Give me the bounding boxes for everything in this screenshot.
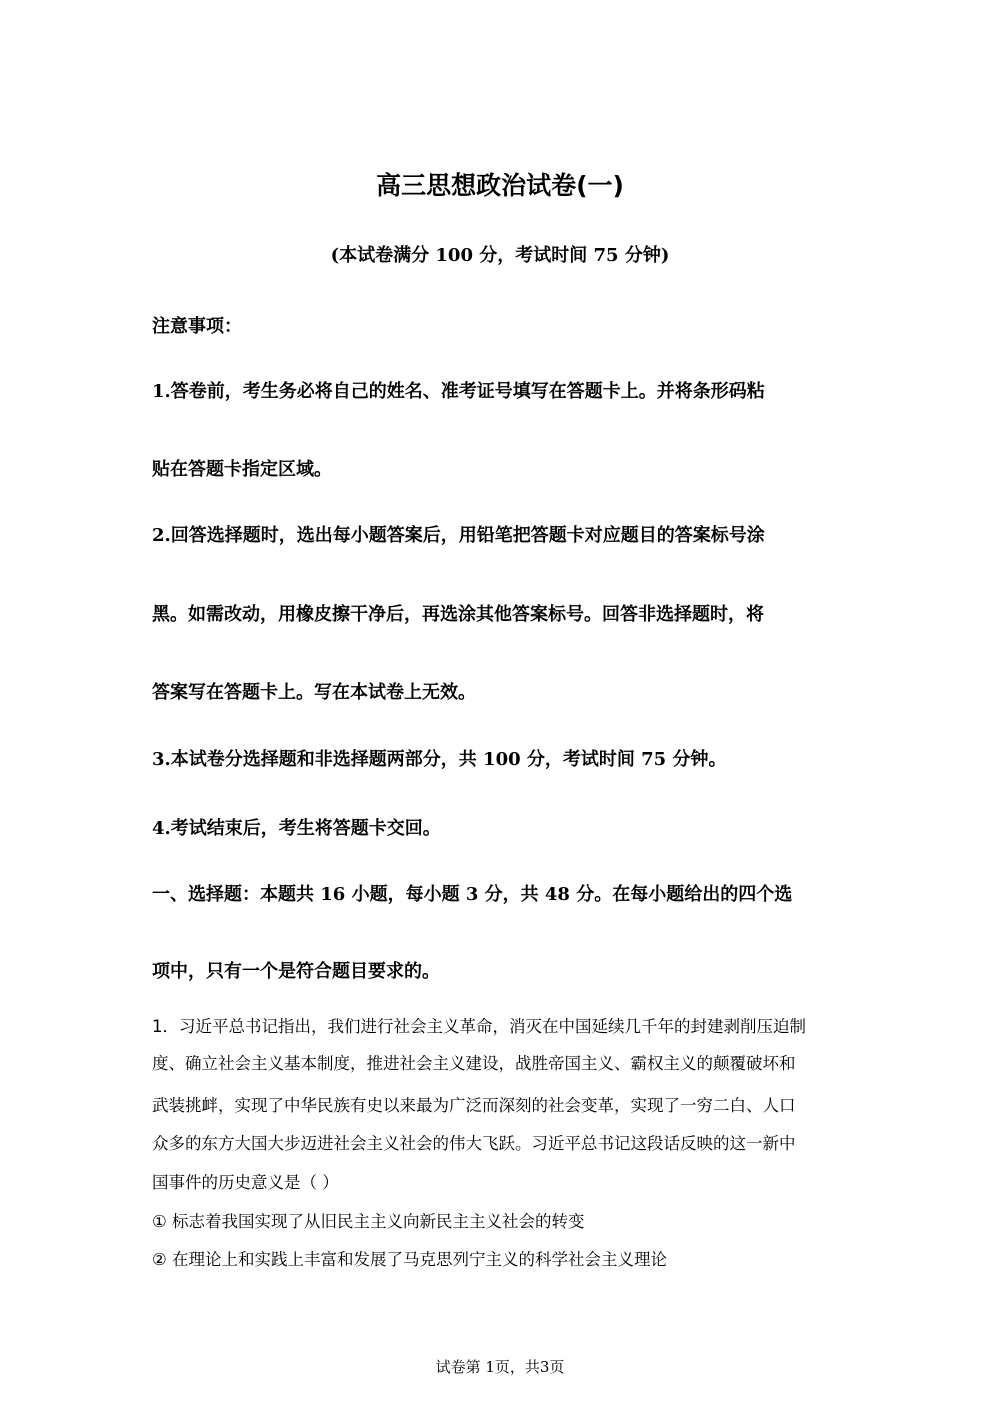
notice-1-line-1: 1.答卷前，考生务必将自己的姓名、准考证号填写在答题卡上。并将条形码粘 — [152, 381, 765, 402]
question-1-stem-line-3: 武装挑衅，实现了中华民族有史以来最为广泛而深刻的社会变革，实现了一穷二白、人口 — [152, 1096, 796, 1115]
section-heading-line-2: 项中，只有一个是符合题目要求的。 — [152, 961, 440, 982]
notice-1-line-2: 贴在答题卡指定区域。 — [152, 459, 332, 480]
question-1-stem-line-2: 度、确立社会主义基本制度，推进社会主义建设，战胜帝国主义、霸权主义的颠覆破坏和 — [152, 1054, 796, 1073]
question-1-stem-line-5: 国事件的历史意义是（ ） — [152, 1173, 339, 1192]
notice-3-line-1: 3.本试卷分选择题和非选择题两部分，共 100 分，考试时间 75 分钟。 — [152, 749, 727, 770]
notice-heading: 注意事项： — [152, 316, 242, 337]
notice-4-line-1: 4.考试结束后，考生将答题卡交回。 — [152, 818, 441, 839]
question-1-stem-line-4: 众多的东方大国大步迈进社会主义社会的伟大飞跃。习近平总书记这段话反映的这一新中 — [152, 1134, 796, 1153]
page-title: 高三思想政治试卷(一) — [376, 171, 624, 200]
page-subtitle: (本试卷满分 100 分，考试时间 75 分钟) — [330, 245, 670, 266]
section-heading-line-1: 一、选择题：本题共 16 小题，每小题 3 分，共 48 分。在每小题给出的四个选 — [152, 884, 793, 905]
notice-2-line-3: 答案写在答题卡上。写在本试卷上无效。 — [152, 682, 476, 703]
question-1-option-2: ② 在理论上和实践上丰富和发展了马克思列宁主义的科学社会主义理论 — [152, 1250, 668, 1269]
question-1-option-1: ① 标志着我国实现了从旧民主主义向新民主主义社会的转变 — [152, 1212, 585, 1231]
page-footer: 试卷第 1页，共3页 — [435, 1358, 565, 1376]
notice-2-line-2: 黑。如需改动，用橡皮擦干净后，再选涂其他答案标号。回答非选择题时，将 — [152, 604, 764, 625]
notice-2-line-1: 2.回答选择题时，选出每小题答案后，用铅笔把答题卡对应题目的答案标号涂 — [152, 525, 765, 546]
question-1-stem-line-1: 1．习近平总书记指出，我们进行社会主义革命，消灭在中国延续几千年的封建剥削压迫制 — [152, 1017, 806, 1036]
